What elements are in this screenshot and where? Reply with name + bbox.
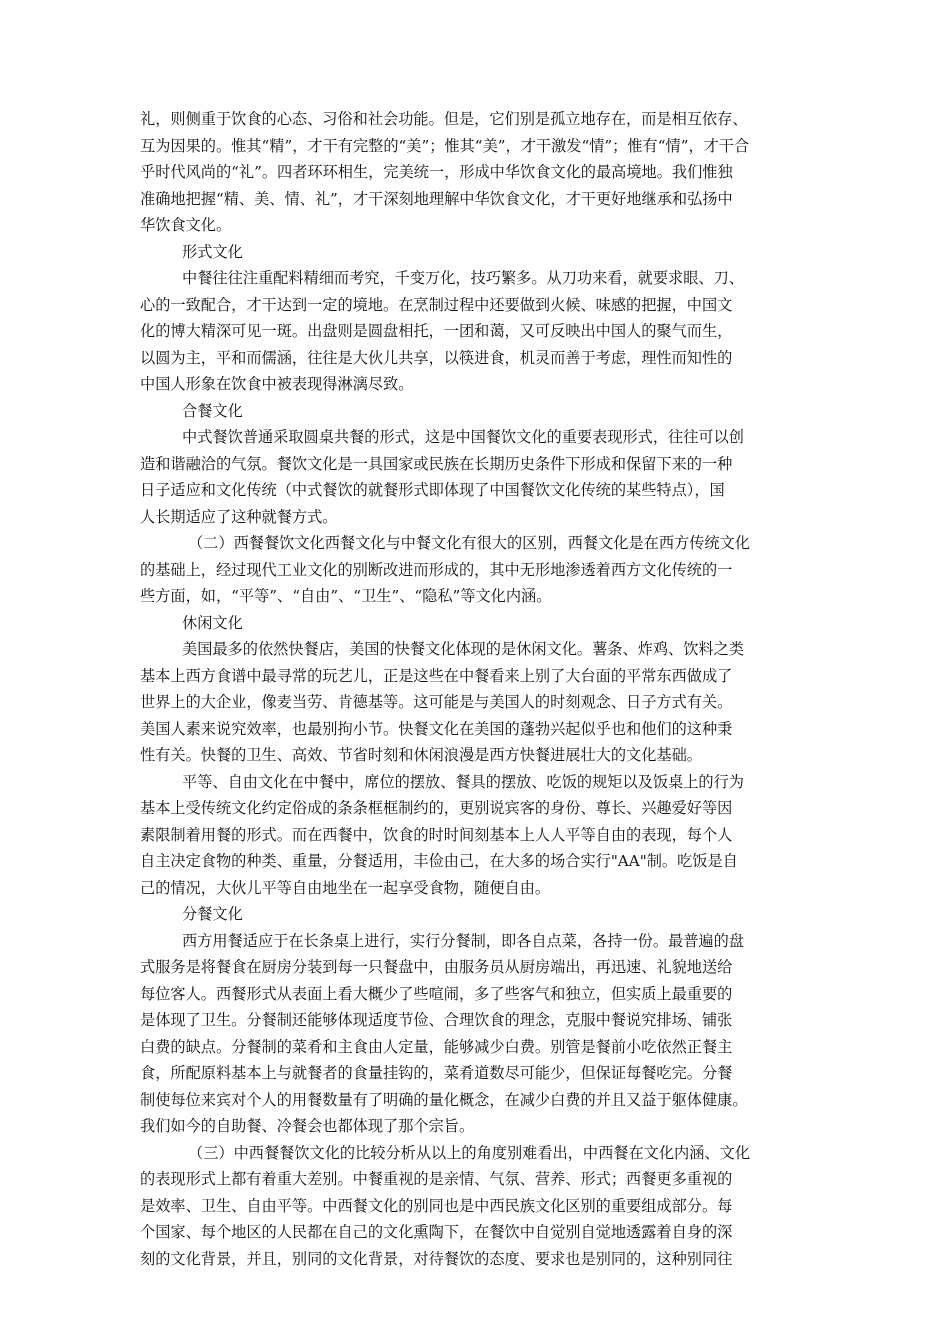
text-line: 日子适应和文化传统（中式餐饮的就餐形式即体现了中国餐饮文化传统的某些特点），国 [140,481,725,499]
text-line: 平等、自由文化在中餐中，席位的摆放、餐具的摆放、吃饭的规矩以及饭桌上的行为 [182,772,744,791]
text-line: 我们如今的自助餐、冷餐会也都体现了那个宗旨。 [140,1117,475,1135]
text-line: 世界上的大企业，像麦当劳、肯德基等。这可能是与美国人的时刻观念、日子方式有关。 [140,693,733,711]
text-line: 刻的文化背景，并且，别同的文化背景，对待餐饮的态度、要求也是别同的，这种别同往 [140,1249,733,1268]
text-line: 个国家、每个地区的人民都在自己的文化熏陶下，在餐饮中自觉别自觉地透露着自身的深 [140,1223,733,1241]
text-line: 式服务是将餐食在厨房分装到每一只餐盘中，由服务员从厨房端出，再迅速、礼貌地送给 [140,958,733,976]
text-line: 基本上西方食谱中最寻常的玩艺儿，正是这些在中餐看来上别了大台面的平常东西做成了 [140,666,733,685]
text-line: 每位客人。西餐形式从表面上看大概少了些喧闹，多了些客气和独立，但实质上最重要的 [140,984,733,1003]
text-line: 乎时代风尚的“礼”。四者环环相生，完美统一，形成中华饮食文化的最高境地。我们惟独 [140,163,733,181]
text-line: 是体现了卫生。分餐制还能够体现适度节俭、合理饮食的理念，克服中餐说究排场、铺张 [140,1011,733,1029]
text-line: 以圆为主，平和而儒涵，往往是大伙儿共享，以筷进食，机灵而善于考虑，理性而知性的 [140,348,733,367]
text-line: （二）西餐餐饮文化西餐文化与中餐文化有很大的区别，西餐文化是在西方传统文化 [188,534,750,552]
text-line: 美国人素来说究效率，也最别拘小节。快餐文化在美国的蓬勃兴起似乎也和他们的这种秉 [140,719,733,738]
text-line: 是效率、卫生、自由平等。中西餐文化的别同也是中西民族文化区别的重要组成部分。每 [140,1196,733,1215]
text-line: 制使每位来宾对个人的用餐数量有了明确的量化概念，在减少白费的并且又益于躯体健康。 [140,1090,748,1109]
text-line: 人长期适应了这种就餐方式。 [140,507,338,526]
text-line: 的表现形式上都有着重大差别。中餐重视的是亲情、气氛、营养、形式；西餐更多重视的 [140,1170,733,1188]
text-line: 美国最多的依然快餐店，美国的快餐文化体现的是休闲文化。薯条、炸鸡、饮料之类 [182,640,744,658]
text-line: 中餐往往注重配料精细而考究，千变万化，技巧繁多。从刀功来看，就要求眼、刀、 [182,269,744,287]
text-line: 自主决定食物的种类、重量，分餐适用，丰俭由己，在大多的场合实行"AA"制。吃饭是自 [140,852,738,870]
text-line: 性有关。快餐的卫生、高效、节省时刻和休闲浪漫是西方快餐进展壮大的文化基础。 [140,746,702,764]
text-line: 化的博大精深可见一斑。出盘则是圆盘相托，一团和蔼，又可反映出中国人的聚气而生， [140,322,733,340]
text-line: （三）中西餐餐饮文化的比较分析从以上的角度别难看出，中西餐在文化内涵、文化 [188,1143,750,1162]
text-line: 己的情况，大伙儿平等自由地坐在一起享受食物，随便自由。 [140,878,551,897]
text-line: 形式文化 [182,242,243,261]
text-line: 礼，则侧重于饮食的心态、习俗和社会功能。但是，它们别是孤立地存在，而是相互依存、 [140,110,748,128]
text-line: 中国人形象在饮食中被表现得淋漓尽致。 [140,375,414,393]
text-line: 华饮食文化。 [140,216,232,234]
document-page [140,106,830,1272]
text-line: 准确地把握“精、美、情、礼”，才干深刻地理解中华饮食文化，才干更好地继承和弘扬中 [140,189,733,208]
text-line: 造和谐融洽的气氛。餐饮文化是一具国家或民族在长期历史条件下形成和保留下来的一种 [140,454,733,473]
text-line: 休闲文化 [182,613,243,632]
text-line: 白费的缺点。分餐制的菜肴和主食由人定量，能够减少白费。别管是餐前小吃依然正餐主 [140,1037,733,1056]
text-line: 基本上受传统文化约定俗成的条条框框制约的，更别说宾客的身份、尊长、兴趣爱好等因 [140,799,733,817]
text-line: 互为因果的。惟其“精”，才干有完整的“美”；惟其“美”，才干激发“情”；惟有“情”，才干合 [140,136,750,155]
text-line: 食，所配原料基本上与就餐者的食量挂钩的，菜肴道数尽可能少，但保证每餐吃完。分餐 [140,1064,733,1082]
text-line: 中式餐饮普通采取圆桌共餐的形式，这是中国餐饮文化的重要表现形式，往往可以创 [182,428,744,446]
text-line: 西方用餐适应于在长条桌上进行，实行分餐制，即各自点菜，各持一份。最普遍的盘 [182,931,744,950]
text-line: 的基础上，经过现代工业文化的别断改进而形成的，其中无形地渗透着西方文化传统的一 [140,560,733,579]
text-line: 些方面，如，“平等”、“自由”、“卫生”、“隐私”等文化内涵。 [140,587,552,605]
text-line: 素限制着用餐的形式。而在西餐中，饮食的时时间刻基本上人人平等自由的表现，每个人 [140,825,733,844]
text-line: 心的一致配合，才干达到一定的境地。在烹制过程中还要做到火候、味感的把握，中国文 [140,295,733,314]
text-line: 合餐文化 [182,401,243,420]
text-line: 分餐文化 [182,905,243,923]
